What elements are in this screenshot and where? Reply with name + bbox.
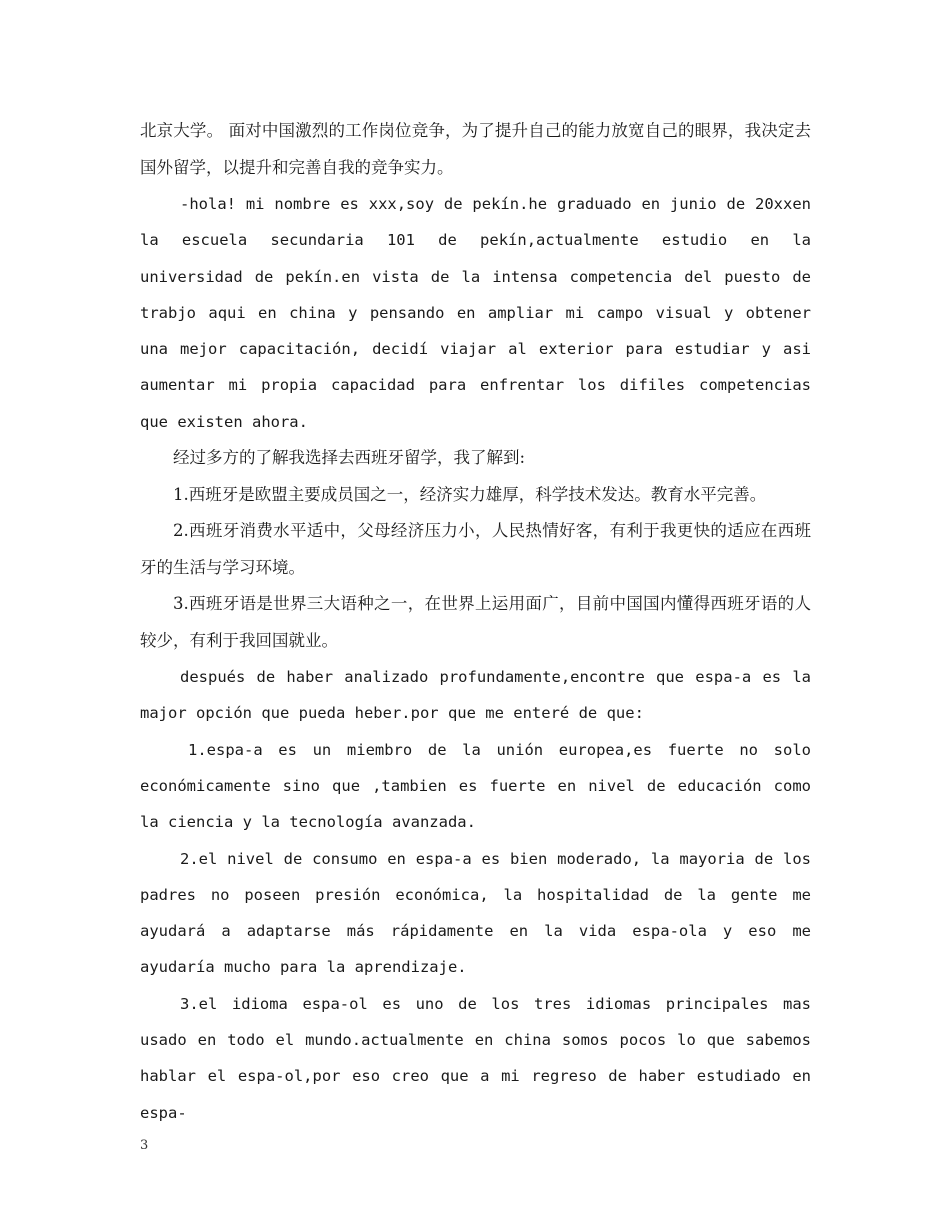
paragraph-reasons-lead: 经过多方的了解我选择去西班牙留学，我了解到: [173,448,526,468]
paragraph-reason-2-spanish: 2.el nivel de consumo en espa-a es bien moderado, la mayoria de los padres no poseen presión económica, la hospitalidad de la gente me ayudará a adaptarse más rápidamente en la vida espa-ola y eso me ayudaría mucho para la aprendizaje. [140,849,811,977]
paragraph-reason-2-chinese: 2.西班牙消费水平适中，父母经济压力小，人民热情好客，有利于我更快的适应在西班牙的生活与学习环境。 [140,521,811,577]
paragraph-reasons-lead-spanish: después de haber analizado profundamente,encontre que espa-a es la major opción que pueda heber.por que me enteré de que: [140,668,811,723]
paragraph-reason-3-spanish: 3.el idioma espa-ol es uno de los tres idiomas principales mas usado en todo el mundo.actualmente en china somos pocos lo que sabemos hablar el espa-ol,por eso creo que a mi regreso de haber estudiado en espa- [140,994,811,1122]
page-number: 3 [140,1138,149,1153]
paragraph-reason-3-chinese: 3.西班牙语是世界三大语种之一，在世界上运用面广，目前中国国内懂得西班牙语的人较少，有利于我回国就业。 [140,594,811,650]
paragraph-reason-1-spanish: 1.espa-a es un miembro de la unión europea,es fuerte no solo económicamente sino que ,tambien es fuerte en nivel de educación como la ciencia y la tecnología avanzada. [140,740,811,832]
paragraph-intro-spanish: -hola! mi nombre es xxx,soy de pekín.he graduado en junio de 20xxen la escuela secundaria 101 de pekín,actualmente estudio en la universidad de pekín.en vista de la intensa competencia del puesto de trabjo aqui en china y pensando en ampliar mi campo visual y obtener una mejor capacitación, decidí viajar al exterior para estudiar y asi aumentar mi propia capacidad para enfrentar los difiles competencias que existen ahora. [140,195,811,431]
paragraph-intro-chinese: 北京大学。 面对中国激烈的工作岗位竞争，为了提升自己的能力放宽自己的眼界，我决定去国外留学，以提升和完善自我的竞争实力。 [140,121,811,177]
paragraph-reason-1-chinese: 1.西班牙是欧盟主要成员国之一，经济实力雄厚，科学技术发达。教育水平完善。 [173,484,767,504]
document-body [140,113,811,1131]
